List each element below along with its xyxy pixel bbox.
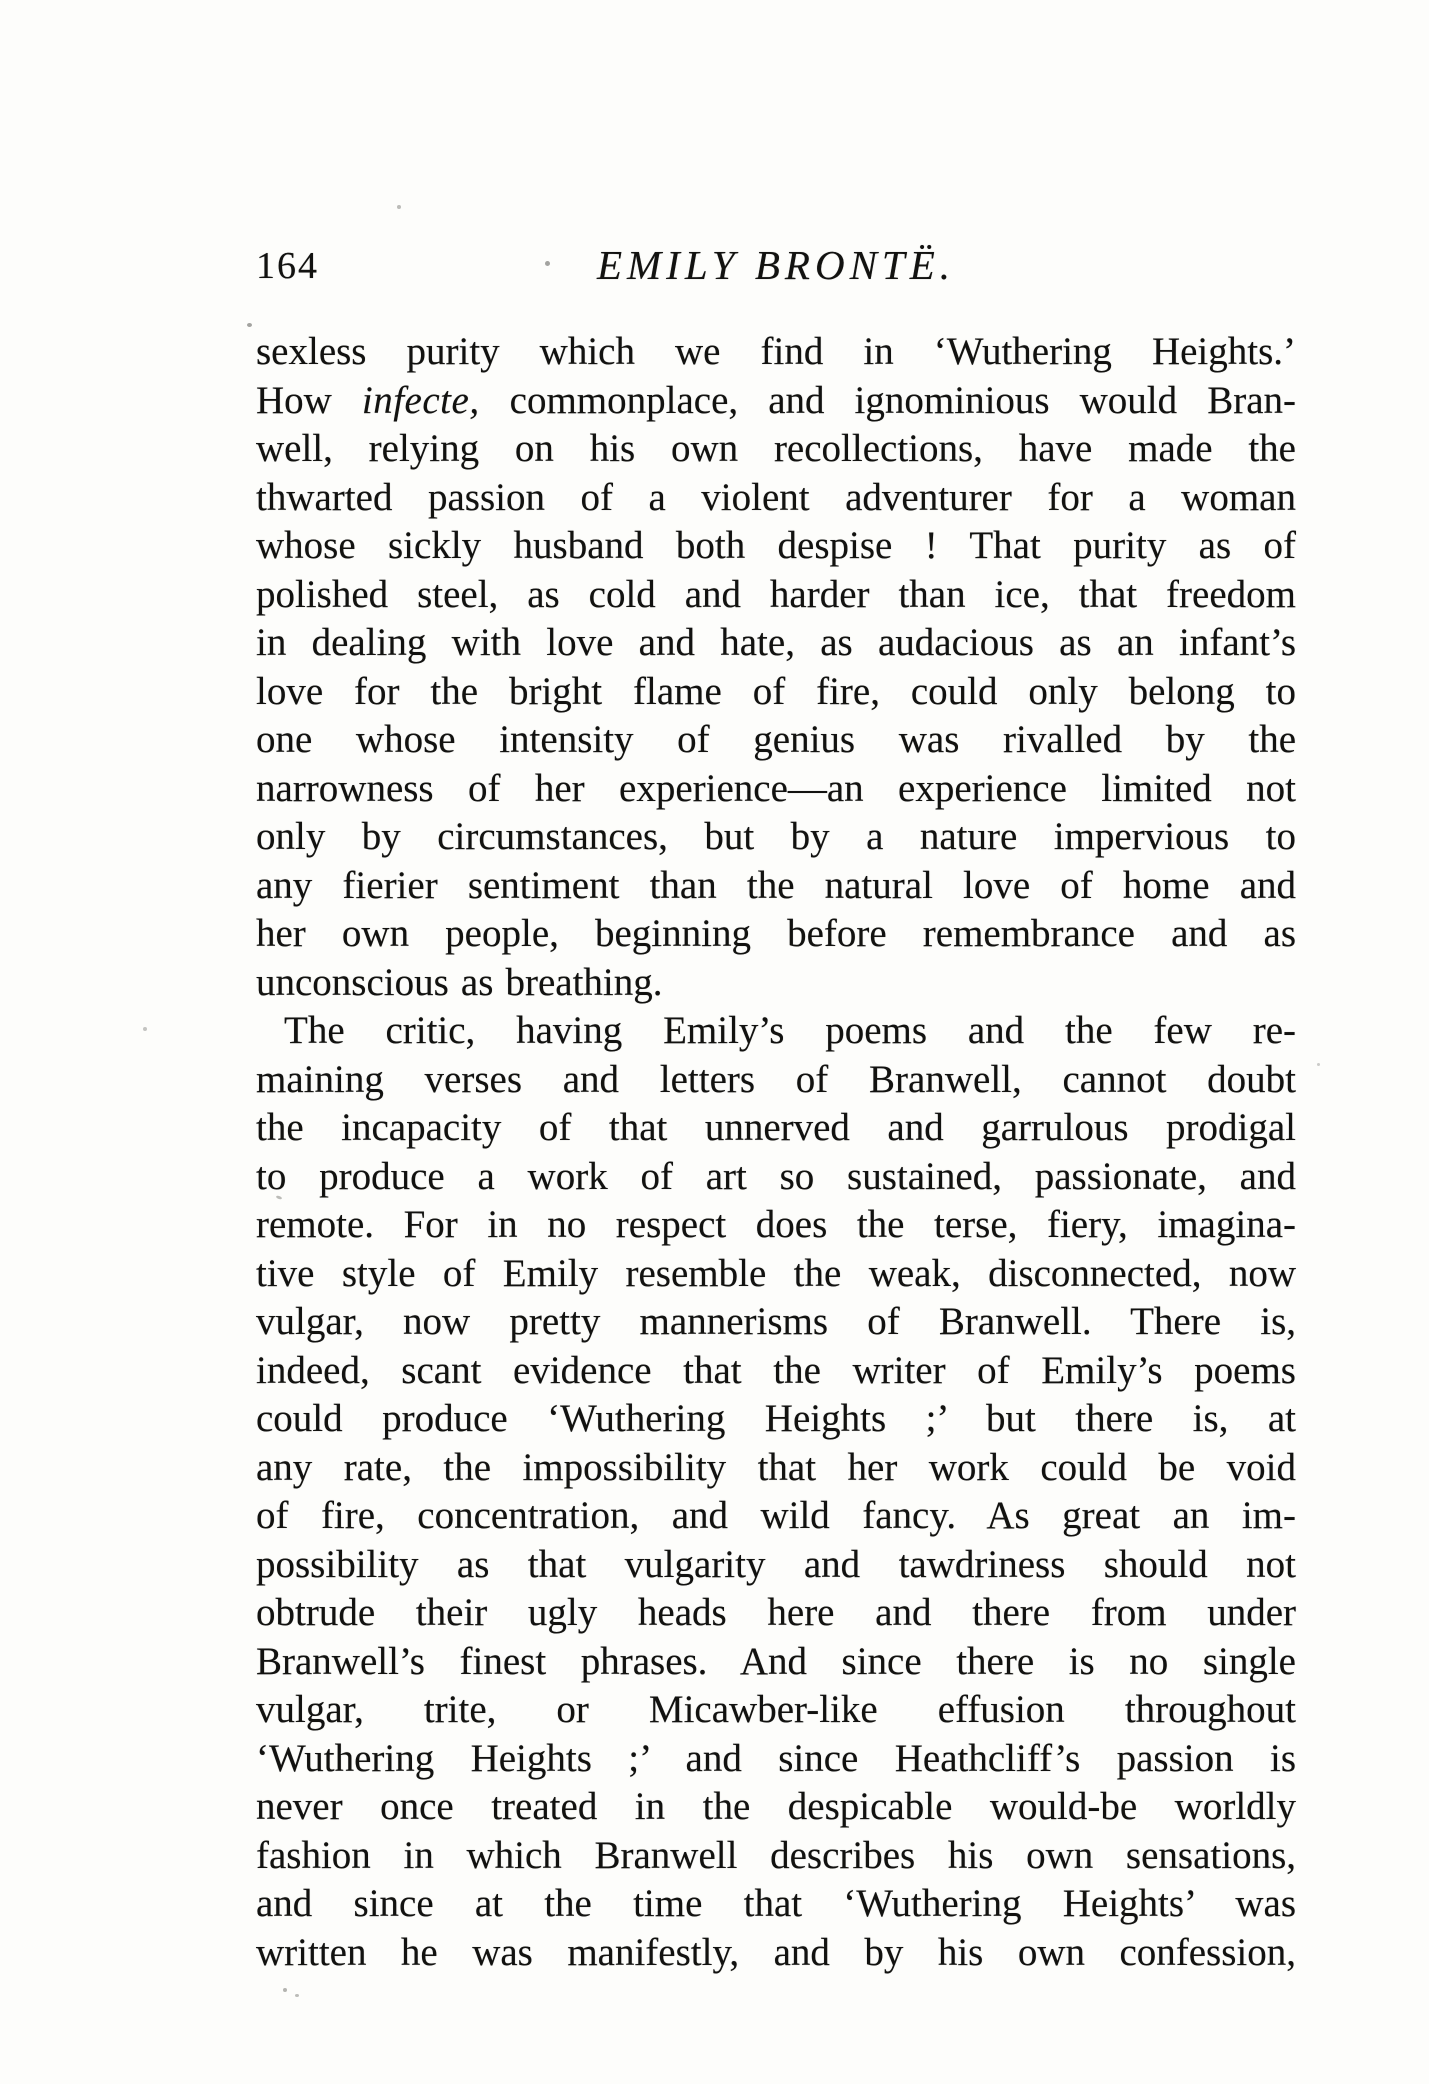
scan-speck [143,1027,147,1031]
paragraph-1 [256,328,1296,1007]
text-line: and since at the time that ‘Wuthering Heights’ was [256,1882,1296,1925]
scan-speck [295,1994,299,1997]
text-line: any rate, the impossibility that her work could be void [256,1445,1296,1489]
text-line: maining verses and letters of Branwell, cannot doubt [256,1057,1296,1101]
text-line: well, relying on his own recollections, have made the [256,427,1296,470]
text-line: ‘Wuthering Heights ;’ and since Heathcliff’s passion is [256,1736,1296,1780]
text-line: thwarted passion of a violent adventurer for a woman [256,475,1296,519]
page-number: 164 [256,245,319,287]
text-line: narrowness of her experience—an experience limited not [256,766,1296,810]
text-line: could produce ‘Wuthering Heights ;’ but there is, at [256,1397,1296,1440]
scan-speck [1317,1063,1320,1066]
text-line: Branwell’s finest phrases. And since there is no single [256,1639,1296,1683]
text-line: polished steel, as cold and harder than ice, that freedom [256,572,1296,616]
text-line: whose sickly husband both despise ! That purity as of [256,524,1296,567]
text-line: tive style of Emily resemble the weak, disconnected, now [256,1251,1296,1295]
text-line: the incapacity of that unnerved and garrulous prodigal [256,1106,1296,1149]
running-head [256,240,1296,286]
text-line [256,377,1296,426]
text-line: remote. For in no respect does the terse, fiery, imagina- [256,1203,1296,1246]
text-line: in dealing with love and hate, as audacious as an infant’s [256,621,1296,664]
text-line: never once treated in the despicable would-be worldly [256,1785,1296,1828]
text-line: only by circumstances, but by a nature impervious to [256,815,1296,858]
text-line: indeed, scant evidence that the writer of Emily’s poems [256,1348,1296,1392]
text-line: The critic, having Emily’s poems and the few re- [284,1009,1296,1052]
scan-speck [397,205,401,209]
text-segment: How [256,378,362,422]
text-line: possibility as that vulgarity and tawdriness should not [256,1542,1296,1586]
text-line: vulgar, now pretty mannerisms of Branwell. There is, [256,1300,1296,1343]
text-line: any fierier sentiment than the natural love of home and [256,863,1296,907]
text-line: her own people, beginning before remembrance and as [256,912,1296,955]
text-line: fashion in which Branwell describes his own sensations, [256,1833,1296,1877]
running-title: EMILY BRONTË. [596,242,956,288]
text-line: obtrude their ugly heads here and there from under [256,1591,1296,1634]
page-text-block [256,328,1296,1977]
text-line: of fire, concentration, and wild fancy. As great an im- [256,1494,1296,1537]
paragraph-2 [256,1007,1296,1977]
text-line: sexless purity which we find in ‘Wuthering Heights.’ [256,330,1296,373]
text-line: one whose intensity of genius was rivalled by the [256,718,1296,761]
text-line: love for the bright flame of fire, could only belong to [256,669,1296,713]
scan-speck [247,323,252,327]
italic-word: infecte, [361,378,480,422]
text-line: written he was manifestly, and by his own confession, [256,1930,1296,1974]
text-line: vulgar, trite, or Micawber-like effusion throughout [256,1688,1296,1731]
text-line: unconscious as breathing. [256,960,663,1004]
text-segment: commonplace, and ignominious would Bran- [479,378,1296,422]
text-line: to produce a work of art so sustained, passionate, and [256,1154,1296,1198]
scan-speck [283,1988,287,1992]
